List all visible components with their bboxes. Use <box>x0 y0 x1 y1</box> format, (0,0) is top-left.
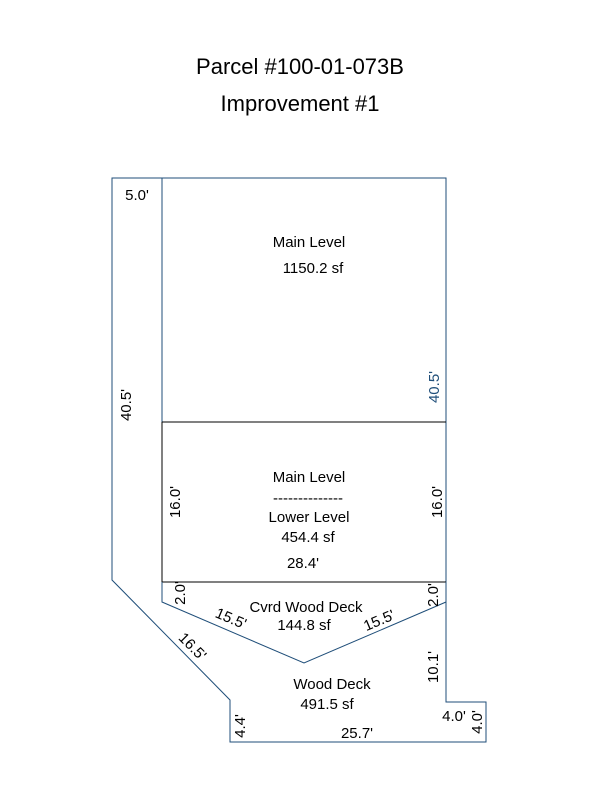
parcel-title: Parcel #100-01-073B <box>196 54 404 79</box>
dim-deck-right-short: 2.0' <box>425 583 442 607</box>
covered-deck-label: Cvrd Wood Deck <box>249 599 363 616</box>
main-level-area: 1150.2 sf <box>282 260 344 277</box>
dim-lower-right: 16.0' <box>429 485 446 519</box>
dim-main-right: 40.5' <box>426 370 443 404</box>
improvement-title: Improvement #1 <box>220 91 380 116</box>
lower-separator: -------------- <box>273 490 343 507</box>
dim-diag-left: 16.5' <box>174 629 210 665</box>
main-level-label: Main Level <box>272 234 346 251</box>
dim-notch-top: 4.0' <box>442 708 466 725</box>
wood-deck-area: 491.5 sf <box>300 696 354 713</box>
dim-bottom: 25.7' <box>340 725 374 742</box>
lower-level-label: Lower Level <box>268 509 350 526</box>
covered-deck-area: 144.8 sf <box>277 617 331 634</box>
dim-deck-left-short: 2.0' <box>172 581 189 605</box>
dim-right-drop: 10.1' <box>425 650 442 684</box>
dim-notch-right: 4.0' <box>469 710 486 734</box>
lower-main-label: Main Level <box>272 469 346 486</box>
dim-lower-width: 28.4' <box>286 555 320 572</box>
dim-lower-left: 16.0' <box>167 485 184 519</box>
dim-left-side: 40.5' <box>118 388 135 422</box>
dim-bottom-left: 4.4' <box>232 714 249 738</box>
dim-top-left: 5.0' <box>125 187 149 204</box>
dim-deck-left-diag: 15.5' <box>212 604 249 633</box>
dim-deck-right-diag: 15.5' <box>361 606 398 635</box>
wood-deck-label: Wood Deck <box>293 676 371 693</box>
lower-level-area: 454.4 sf <box>281 529 335 546</box>
